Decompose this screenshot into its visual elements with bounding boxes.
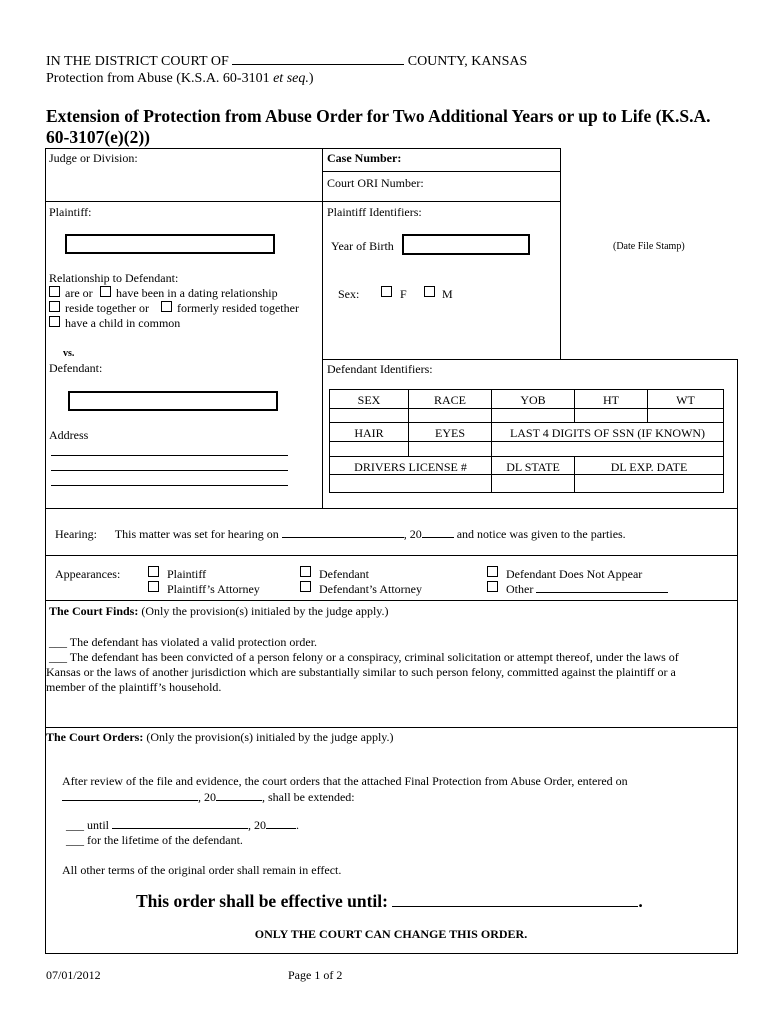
finding-2-line-3: member of the plaintiff’s household. [46, 680, 222, 694]
defendant-identifiers-label: Defendant Identifiers: [327, 362, 433, 376]
review-text-line-1: After review of the file and evidence, the court orders that the attached Final Protection from Abuse Order, entered on [62, 774, 628, 788]
address-line-1[interactable] [51, 455, 288, 456]
order-extended-text: , shall be extended: [262, 790, 355, 804]
footer-page-number: Page 1 of 2 [288, 968, 343, 982]
vs-label: vs. [63, 348, 75, 359]
reside-together-checkbox[interactable] [49, 301, 60, 312]
court-ori-label: Court ORI Number: [327, 176, 424, 190]
other-appearance-blank[interactable] [536, 582, 668, 593]
dating-relationship-label: have been in a dating relationship [116, 286, 278, 300]
court-heading [46, 54, 527, 70]
effective-period: . [638, 891, 643, 911]
finding-2-line-1: The defendant has been convicted of a person felony or a conspiracy, criminal solicitation or attempt thereof, under the laws of [69, 650, 679, 664]
effective-until-blank[interactable] [392, 893, 638, 907]
sex-f-label: F [400, 287, 407, 301]
court-suffix: COUNTY, KANSAS [407, 54, 528, 69]
header-wt: WT [676, 393, 695, 407]
plaintiff-name-field[interactable] [65, 234, 275, 254]
court-orders-title: The Court Orders: [46, 730, 144, 744]
lifetime-initial-blank[interactable]: ___ [66, 833, 84, 847]
plaintiff-label: Plaintiff: [49, 205, 92, 219]
defendants-attorney-checkbox[interactable] [300, 581, 311, 592]
finding-2-initial-blank[interactable]: ___ [49, 650, 67, 664]
title-line-2: 60-3107(e)(2)) [46, 127, 150, 147]
effective-until-label: This order shall be effective until: [136, 891, 388, 911]
court-finds-heading [49, 604, 389, 618]
other-appearance-checkbox[interactable] [487, 581, 498, 592]
only-court-notice: ONLY THE COURT CAN CHANGE THIS ORDER. [254, 927, 528, 941]
other-appearance-row [506, 582, 668, 596]
page-title [46, 106, 711, 148]
header-dl-exp-date: DL EXP. DATE [610, 460, 688, 474]
order-entered-date-blank[interactable] [62, 790, 198, 801]
header-yob: YOB [520, 393, 546, 407]
header-eyes: EYES [435, 426, 465, 440]
title-line-1: Extension of Protection from Abuse Order for Two Additional Years or up to Life (K.S.A. [46, 106, 711, 126]
relationship-label: Relationship to Defendant: [49, 271, 179, 285]
formerly-resided-label: formerly resided together [177, 301, 299, 315]
reside-together-label: reside together or [65, 301, 149, 315]
hearing-notice-text: and notice was given to the parties. [456, 527, 626, 541]
plaintiff-appearance-label: Plaintiff [167, 567, 207, 581]
dating-relationship-checkbox[interactable] [100, 286, 111, 297]
hearing-date-blank[interactable] [282, 527, 404, 538]
footer-date: 07/01/2012 [46, 968, 101, 982]
court-finds-note: (Only the provision(s) initialed by the judge apply.) [141, 604, 389, 618]
extend-until-row [66, 818, 299, 832]
appearances-label: Appearances: [55, 567, 121, 581]
until-date-blank[interactable] [112, 818, 248, 829]
finding-2 [49, 650, 679, 664]
sex-f-checkbox[interactable] [381, 286, 392, 297]
plaintiff-appearance-checkbox[interactable] [148, 566, 159, 577]
are-or-checkbox[interactable] [49, 286, 60, 297]
until-period: . [296, 818, 300, 832]
order-entered-year-blank[interactable] [216, 790, 262, 801]
year-of-birth-label: Year of Birth [331, 239, 394, 253]
defendant-not-appear-label: Defendant Does Not Appear [506, 567, 643, 581]
header-drivers-license: DRIVERS LICENSE # [354, 460, 467, 474]
defendant-appearance-label: Defendant [319, 567, 369, 581]
order-entered-year-prefix: , 20 [198, 790, 216, 804]
judge-division-label: Judge or Division: [49, 151, 138, 165]
other-terms-text: All other terms of the original order shall remain in effect. [62, 863, 342, 877]
court-prefix: IN THE DISTRICT COURT OF [46, 54, 229, 69]
court-orders-note: (Only the provision(s) initialed by the judge apply.) [146, 730, 394, 744]
date-file-stamp: (Date File Stamp) [613, 241, 685, 252]
until-label: until [87, 818, 110, 832]
defendant-name-field[interactable] [68, 391, 278, 411]
header-hair: HAIR [354, 426, 384, 440]
case-number-label: Case Number: [327, 151, 402, 165]
hearing-label: Hearing: [55, 527, 97, 541]
hearing-text: This matter was set for hearing on [114, 527, 279, 541]
lifetime-row [66, 833, 243, 847]
finding-1-initial-blank[interactable]: ___ [49, 635, 67, 649]
header-ht: HT [603, 393, 619, 407]
year-of-birth-field[interactable] [402, 234, 530, 255]
address-label: Address [49, 428, 89, 442]
defendant-label: Defendant: [49, 361, 103, 375]
finding-2-line-2: Kansas or the laws of another jurisdiction which are substantially similar to such person felony, committed against the plaintiff or a [46, 665, 676, 679]
statute-subtitle [46, 71, 314, 87]
are-or-label: are or [65, 286, 93, 300]
defendants-attorney-label: Defendant’s Attorney [319, 582, 422, 596]
sex-label: Sex: [338, 287, 360, 301]
plaintiffs-attorney-checkbox[interactable] [148, 581, 159, 592]
court-orders-heading [46, 730, 394, 744]
address-line-2[interactable] [51, 470, 288, 471]
sex-m-checkbox[interactable] [424, 286, 435, 297]
child-in-common-label: have a child in common [65, 316, 181, 330]
until-year-blank[interactable] [266, 818, 296, 829]
subtitle-end: ) [308, 71, 314, 86]
child-in-common-checkbox[interactable] [49, 316, 60, 327]
header-dl-state: DL STATE [506, 460, 560, 474]
lifetime-text: for the lifetime of the defendant. [87, 833, 243, 847]
until-year-prefix: , 20 [248, 818, 267, 832]
defendant-appearance-checkbox[interactable] [300, 566, 311, 577]
subtitle-italic: et seq. [273, 71, 309, 86]
hearing-row [55, 527, 626, 541]
county-blank[interactable] [232, 54, 404, 65]
subtitle-main: Protection from Abuse (K.S.A. 60-3101 [46, 71, 274, 86]
plaintiffs-attorney-label: Plaintiff’s Attorney [167, 582, 260, 596]
plaintiff-identifiers-label: Plaintiff Identifiers: [327, 205, 422, 219]
sex-m-label: M [442, 287, 453, 301]
header-ssn: LAST 4 DIGITS OF SSN (IF KNOWN) [509, 426, 706, 440]
review-text-line-2 [62, 790, 355, 804]
formerly-resided-checkbox[interactable] [161, 301, 172, 312]
finding-1 [49, 635, 317, 649]
header-sex: SEX [357, 393, 381, 407]
court-finds-title: The Court Finds: [49, 604, 139, 618]
effective-until-row [136, 891, 643, 912]
hearing-year-blank[interactable] [422, 527, 454, 538]
address-line-3[interactable] [51, 485, 288, 486]
until-initial-blank[interactable]: ___ [66, 818, 84, 832]
header-race: RACE [433, 393, 466, 407]
hearing-year-prefix: , 20 [403, 527, 422, 541]
defendant-not-appear-checkbox[interactable] [487, 566, 498, 577]
finding-1-text: The defendant has violated a valid protection order. [69, 635, 318, 649]
other-appearance-label: Other [506, 582, 534, 596]
